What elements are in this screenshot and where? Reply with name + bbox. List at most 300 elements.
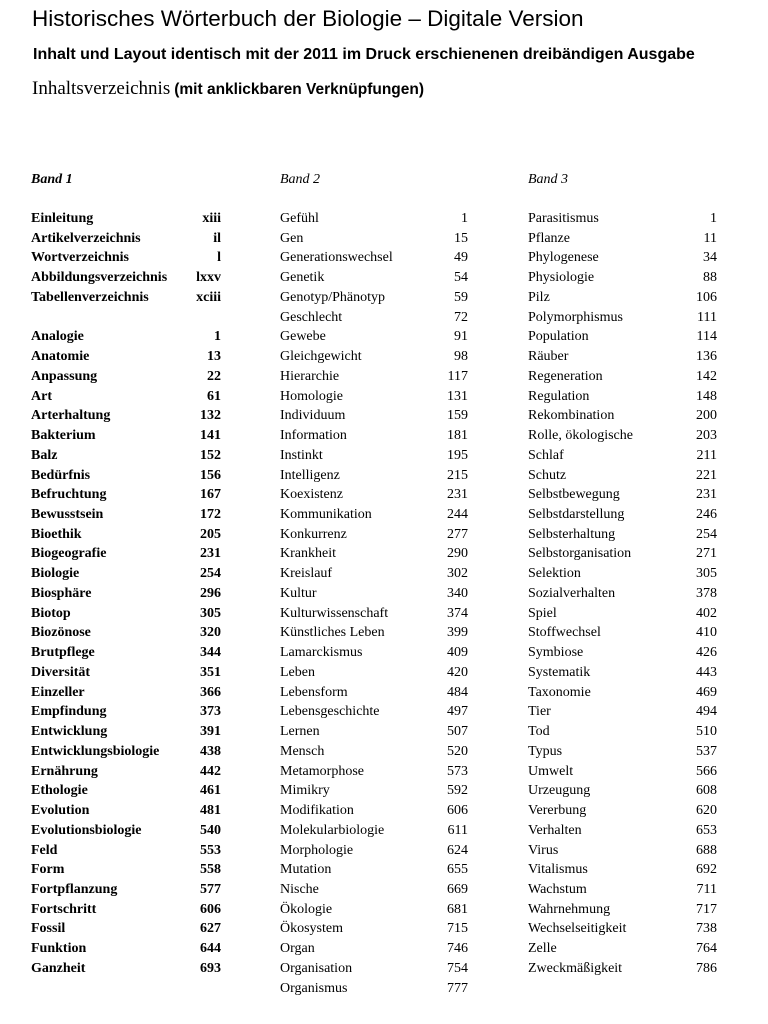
toc-entry-label[interactable]: Genotyp/Phänotyp (280, 289, 385, 305)
toc-front-matter-entry[interactable] (31, 229, 221, 249)
toc-entry-label[interactable]: Stoffwechsel (528, 625, 601, 641)
toc-entry[interactable] (31, 643, 221, 663)
toc-entry[interactable] (528, 781, 717, 801)
toc-entry[interactable] (280, 525, 468, 545)
toc-entry-label[interactable]: Hierarchie (280, 368, 340, 384)
toc-entry-page[interactable]: 302 (447, 566, 468, 582)
toc-entry[interactable] (280, 485, 468, 505)
toc-entry[interactable] (528, 900, 717, 920)
toc-entry-label[interactable]: Wahrnehmung (528, 901, 611, 917)
toc-entry-page[interactable]: 608 (696, 783, 717, 799)
toc-entry-page[interactable]: 644 (200, 941, 221, 957)
toc-entry-page[interactable]: 507 (447, 724, 468, 740)
toc-entry-label[interactable]: Fossil (31, 921, 66, 937)
toc-entry[interactable] (31, 821, 221, 841)
toc-entry-page[interactable]: 426 (696, 645, 717, 661)
toc-entry-label[interactable]: Systematik (528, 664, 591, 680)
toc-entry-label[interactable]: Population (528, 329, 589, 345)
toc-entry[interactable] (528, 564, 717, 584)
toc-entry[interactable] (528, 841, 717, 861)
toc-entry[interactable] (31, 466, 221, 486)
toc-entry-label[interactable]: Ethologie (31, 783, 88, 799)
toc-entry[interactable] (31, 564, 221, 584)
toc-entry-page[interactable]: 764 (696, 941, 717, 957)
toc-entry-page[interactable]: 391 (200, 724, 221, 740)
toc-entry-label[interactable]: Nische (280, 881, 319, 897)
toc-entry-label[interactable]: Intelligenz (280, 467, 340, 483)
toc-entry-page[interactable]: 653 (696, 822, 717, 838)
toc-entry[interactable] (31, 426, 221, 446)
toc-entry[interactable] (528, 426, 717, 446)
toc-entry[interactable] (280, 821, 468, 841)
toc-entry-label[interactable]: Kommunikation (280, 507, 372, 523)
toc-entry-label[interactable]: Lebensform (280, 684, 348, 700)
toc-entry[interactable] (31, 702, 221, 722)
toc-entry-label[interactable]: Gewebe (280, 329, 326, 345)
toc-entry-label[interactable]: Abbildungsverzeichnis (31, 270, 168, 286)
toc-entry-page[interactable]: 211 (696, 447, 717, 463)
toc-entry-page[interactable]: 181 (447, 428, 468, 444)
toc-entry-page[interactable]: 606 (447, 803, 468, 819)
toc-entry[interactable] (280, 919, 468, 939)
toc-entry-page[interactable]: 148 (696, 388, 717, 404)
toc-entry-page[interactable]: 443 (696, 664, 717, 680)
toc-entry-page[interactable]: 106 (696, 289, 717, 305)
toc-entry-page[interactable]: 520 (447, 743, 468, 759)
toc-entry-page[interactable]: 573 (447, 763, 468, 779)
toc-entry-page[interactable]: 34 (703, 250, 717, 266)
toc-entry[interactable] (280, 466, 468, 486)
toc-entry[interactable] (31, 525, 221, 545)
toc-entry-label[interactable]: Sozialverhalten (528, 585, 616, 601)
toc-entry[interactable] (31, 959, 221, 979)
toc-entry[interactable] (31, 683, 221, 703)
toc-entry-label[interactable]: Ganzheit (31, 960, 86, 976)
toc-entry-label[interactable]: Tod (528, 724, 550, 740)
toc-entry-page[interactable]: 54 (454, 270, 468, 286)
toc-entry-label[interactable]: Schlaf (528, 447, 564, 463)
toc-entry[interactable] (528, 584, 717, 604)
toc-entry-page[interactable]: 627 (200, 921, 221, 937)
toc-entry[interactable] (528, 466, 717, 486)
toc-entry[interactable] (528, 683, 717, 703)
toc-entry-label[interactable]: Instinkt (280, 447, 323, 463)
toc-entry-label[interactable]: Rekombination (528, 408, 615, 424)
toc-entry-page[interactable]: 1 (461, 211, 468, 226)
toc-entry-label[interactable]: Analogie (31, 329, 84, 345)
toc-entry[interactable] (31, 623, 221, 643)
toc-entry-label[interactable]: Konkurrenz (280, 526, 347, 542)
toc-entry-page[interactable]: 481 (200, 803, 221, 819)
toc-entry-label[interactable]: Anpassung (31, 368, 98, 384)
toc-entry-label[interactable]: Feld (31, 842, 58, 858)
toc-entry[interactable] (528, 762, 717, 782)
toc-entry-page[interactable]: 717 (696, 901, 717, 917)
toc-entry[interactable] (528, 860, 717, 880)
toc-entry-label[interactable]: Organisation (280, 960, 353, 976)
toc-entry-page[interactable]: 620 (696, 803, 717, 819)
toc-entry-label[interactable]: Selbstorganisation (528, 546, 632, 562)
toc-entry-page[interactable]: 305 (200, 605, 221, 621)
toc-entry-page[interactable]: 49 (454, 250, 468, 266)
toc-entry[interactable] (528, 959, 717, 979)
toc-entry-page[interactable]: 351 (200, 664, 221, 680)
toc-entry-page[interactable]: 320 (200, 625, 221, 641)
toc-entry[interactable] (528, 485, 717, 505)
toc-entry-page[interactable]: 271 (696, 546, 717, 562)
toc-entry[interactable] (528, 288, 717, 308)
toc-entry[interactable] (280, 683, 468, 703)
toc-entry-label[interactable]: Einleitung (31, 211, 94, 226)
toc-entry-label[interactable]: Gen (280, 230, 304, 246)
toc-entry-page[interactable]: 494 (696, 704, 717, 720)
toc-entry-label[interactable]: Spiel (528, 605, 557, 621)
toc-entry[interactable] (528, 248, 717, 268)
toc-entry[interactable] (280, 663, 468, 683)
toc-entry-label[interactable]: Physiologie (528, 270, 595, 286)
toc-entry-label[interactable]: Gefühl (280, 211, 319, 226)
toc-entry-label[interactable]: Mensch (280, 743, 325, 759)
toc-entry-page[interactable]: 340 (447, 585, 468, 601)
toc-entry-label[interactable]: Bakterium (31, 428, 96, 444)
toc-entry[interactable] (528, 544, 717, 564)
toc-entry-page[interactable]: 98 (454, 349, 468, 365)
toc-entry-page[interactable]: 136 (696, 349, 717, 365)
toc-entry[interactable] (280, 900, 468, 920)
toc-entry-page[interactable]: 111 (697, 309, 717, 325)
toc-entry-label[interactable]: Tier (528, 704, 551, 720)
toc-entry-page[interactable]: 277 (447, 526, 468, 542)
toc-entry[interactable] (31, 604, 221, 624)
toc-entry-label[interactable]: Phylogenese (528, 250, 599, 266)
toc-entry-page[interactable]: 254 (696, 526, 717, 542)
toc-entry-label[interactable]: Metamorphose (280, 763, 364, 779)
toc-entry-label[interactable]: Entwicklung (31, 724, 108, 740)
toc-entry-label[interactable]: Ökosystem (280, 921, 343, 937)
toc-entry-page[interactable]: 669 (447, 881, 468, 897)
toc-entry[interactable] (280, 762, 468, 782)
toc-entry[interactable] (31, 781, 221, 801)
toc-entry-label[interactable]: Kulturwissenschaft (280, 605, 389, 621)
toc-entry-label[interactable]: Funktion (31, 941, 87, 957)
toc-entry[interactable] (31, 327, 221, 347)
toc-entry-label[interactable]: Krankheit (280, 546, 336, 562)
toc-entry-page[interactable]: 159 (447, 408, 468, 424)
toc-entry-page[interactable]: 746 (447, 941, 468, 957)
toc-entry-label[interactable]: Empfindung (31, 704, 107, 720)
toc-entry-label[interactable]: Pilz (528, 289, 550, 305)
toc-entry-label[interactable]: Entwicklungsbiologie (31, 743, 160, 759)
toc-entry-label[interactable]: Fortschritt (31, 901, 97, 917)
toc-entry[interactable] (280, 288, 468, 308)
toc-entry-label[interactable]: Polymorphismus (528, 309, 623, 325)
toc-entry-label[interactable]: Balz (31, 447, 58, 463)
toc-entry-page[interactable]: 409 (447, 645, 468, 661)
toc-entry-label[interactable]: Selbstbewegung (528, 487, 620, 503)
toc-entry-label[interactable]: Befruchtung (31, 487, 107, 503)
toc-entry-label[interactable]: Wechselseitigkeit (528, 921, 627, 937)
toc-entry[interactable] (280, 327, 468, 347)
toc-entry-page[interactable]: 221 (696, 467, 717, 483)
toc-entry[interactable] (528, 268, 717, 288)
toc-entry-page[interactable]: 611 (447, 822, 468, 838)
toc-entry-label[interactable]: Leben (280, 664, 315, 680)
toc-entry-page[interactable]: 11 (703, 230, 717, 246)
toc-entry-page[interactable]: 91 (454, 329, 468, 345)
toc-entry[interactable] (528, 327, 717, 347)
toc-entry[interactable] (280, 801, 468, 821)
toc-entry-page[interactable]: 366 (200, 684, 221, 700)
toc-entry-page[interactable]: 461 (200, 783, 221, 799)
toc-entry-label[interactable]: Evolution (31, 803, 90, 819)
toc-entry[interactable] (280, 584, 468, 604)
toc-entry-label[interactable]: Wachstum (528, 881, 587, 897)
toc-entry[interactable] (31, 722, 221, 742)
toc-entry-label[interactable]: Tabellenverzeichnis (31, 289, 149, 305)
toc-entry[interactable] (528, 742, 717, 762)
toc-entry-page[interactable]: 231 (696, 487, 717, 503)
toc-front-matter-entry[interactable] (31, 268, 221, 288)
toc-entry-label[interactable]: Diversität (31, 664, 91, 680)
toc-entry-page[interactable]: 172 (200, 507, 221, 523)
toc-entry-label[interactable]: Räuber (528, 349, 569, 365)
toc-entry[interactable] (280, 623, 468, 643)
toc-entry-label[interactable]: Rolle, ökologische (528, 428, 633, 444)
toc-entry-page[interactable]: 142 (696, 368, 717, 384)
toc-entry-label[interactable]: Mimikry (280, 783, 330, 799)
toc-entry-page[interactable]: 132 (200, 408, 221, 424)
toc-entry-label[interactable]: Lamarckismus (280, 645, 363, 661)
toc-entry[interactable] (31, 801, 221, 821)
toc-entry-page[interactable]: 231 (200, 546, 221, 562)
toc-entry[interactable] (280, 880, 468, 900)
toc-entry-label[interactable]: Selektion (528, 566, 581, 582)
toc-entry[interactable] (31, 406, 221, 426)
toc-entry[interactable] (528, 663, 717, 683)
toc-entry-page[interactable]: 692 (696, 862, 717, 878)
toc-entry-label[interactable]: Modifikation (280, 803, 354, 819)
toc-entry-page[interactable]: 13 (207, 349, 221, 365)
toc-entry-label[interactable]: Arterhaltung (31, 408, 111, 424)
toc-entry-page[interactable]: 195 (447, 447, 468, 463)
toc-entry-label[interactable]: Form (31, 862, 65, 878)
toc-entry-label[interactable]: Organismus (280, 980, 348, 996)
toc-entry-page[interactable]: 203 (696, 428, 717, 444)
toc-entry[interactable] (280, 367, 468, 387)
toc-entry-page[interactable]: 59 (454, 289, 468, 305)
toc-entry[interactable] (280, 406, 468, 426)
toc-entry[interactable] (31, 880, 221, 900)
toc-entry[interactable] (528, 525, 717, 545)
toc-entry-page[interactable]: xciii (196, 289, 221, 305)
toc-entry[interactable] (280, 702, 468, 722)
toc-entry-page[interactable]: 296 (200, 585, 221, 601)
toc-entry[interactable] (528, 347, 717, 367)
toc-entry-page[interactable]: 215 (447, 467, 468, 483)
toc-entry-label[interactable]: Homologie (280, 388, 343, 404)
toc-entry[interactable] (31, 544, 221, 564)
toc-entry-label[interactable]: Zelle (528, 941, 557, 957)
toc-entry-page[interactable]: 117 (447, 368, 468, 384)
toc-entry-page[interactable]: 200 (696, 408, 717, 424)
toc-front-matter-entry[interactable] (31, 209, 221, 229)
toc-entry-label[interactable]: Biologie (31, 566, 80, 582)
toc-entry[interactable] (280, 742, 468, 762)
toc-entry[interactable] (280, 841, 468, 861)
toc-entry-label[interactable]: Einzeller (31, 684, 85, 700)
toc-entry[interactable] (280, 308, 468, 328)
toc-entry-label[interactable]: Taxonomie (528, 684, 591, 700)
toc-entry[interactable] (280, 347, 468, 367)
toc-entry-page[interactable]: il (213, 230, 221, 246)
toc-entry-label[interactable]: Lebensgeschichte (280, 704, 380, 720)
toc-entry-label[interactable]: Anatomie (31, 349, 90, 365)
toc-entry[interactable] (528, 801, 717, 821)
toc-entry[interactable] (280, 426, 468, 446)
toc-entry[interactable] (280, 860, 468, 880)
toc-entry-page[interactable]: 410 (696, 625, 717, 641)
toc-entry[interactable] (31, 446, 221, 466)
toc-entry-page[interactable]: 373 (200, 704, 221, 720)
toc-entry[interactable] (528, 643, 717, 663)
toc-entry[interactable] (31, 584, 221, 604)
toc-entry[interactable] (31, 347, 221, 367)
toc-entry-page[interactable]: 540 (200, 822, 221, 838)
toc-entry-label[interactable]: Information (280, 428, 347, 444)
toc-entry-page[interactable]: 374 (447, 605, 468, 621)
toc-entry-label[interactable]: Vererbung (528, 803, 587, 819)
toc-entry-label[interactable]: Molekularbiologie (280, 822, 385, 838)
toc-entry[interactable] (31, 367, 221, 387)
toc-entry-page[interactable]: 777 (447, 980, 468, 996)
toc-entry-label[interactable]: Bedürfnis (31, 467, 91, 483)
toc-entry[interactable] (528, 308, 717, 328)
toc-entry-page[interactable]: 497 (447, 704, 468, 720)
toc-entry-label[interactable]: Brutpflege (31, 645, 95, 661)
toc-entry-label[interactable]: Symbiose (528, 645, 584, 661)
toc-entry-label[interactable]: Ökologie (280, 901, 333, 917)
toc-entry[interactable] (280, 387, 468, 407)
toc-entry-page[interactable]: 72 (454, 309, 468, 325)
toc-entry-page[interactable]: 577 (200, 881, 221, 897)
toc-entry-label[interactable]: Biotop (31, 605, 71, 621)
toc-entry-page[interactable]: 152 (200, 447, 221, 463)
toc-entry[interactable] (31, 860, 221, 880)
toc-entry-label[interactable]: Koexistenz (280, 487, 343, 503)
toc-entry-label[interactable]: Lernen (280, 724, 320, 740)
toc-entry-page[interactable]: 141 (200, 428, 221, 444)
toc-entry-page[interactable]: 131 (447, 388, 468, 404)
toc-entry[interactable] (280, 209, 468, 229)
toc-entry-page[interactable]: 688 (696, 842, 717, 858)
toc-entry[interactable] (528, 209, 717, 229)
toc-entry[interactable] (528, 623, 717, 643)
toc-entry[interactable] (528, 387, 717, 407)
toc-entry-page[interactable]: 205 (200, 526, 221, 542)
toc-entry-label[interactable]: Regulation (528, 388, 590, 404)
toc-entry-label[interactable]: Ernährung (31, 763, 98, 779)
toc-entry-label[interactable]: Biogeografie (31, 546, 107, 562)
toc-entry[interactable] (528, 229, 717, 249)
toc-front-matter-entry[interactable] (31, 288, 221, 308)
toc-entry-label[interactable]: Genetik (280, 270, 325, 286)
toc-entry-label[interactable]: Wortverzeichnis (31, 250, 129, 266)
toc-entry[interactable] (280, 446, 468, 466)
toc-entry-label[interactable]: Pflanze (528, 230, 570, 246)
toc-entry-label[interactable]: Biosphäre (31, 585, 92, 601)
toc-entry-page[interactable]: 402 (696, 605, 717, 621)
toc-entry-page[interactable]: 254 (200, 566, 221, 582)
toc-entry-page[interactable]: 681 (447, 901, 468, 917)
toc-entry[interactable] (280, 604, 468, 624)
toc-entry[interactable] (31, 485, 221, 505)
toc-entry[interactable] (31, 939, 221, 959)
toc-entry[interactable] (280, 979, 468, 999)
toc-entry-page[interactable]: 553 (200, 842, 221, 858)
toc-entry[interactable] (31, 742, 221, 762)
toc-entry-label[interactable]: Bewusstsein (31, 507, 104, 523)
toc-entry-label[interactable]: Virus (528, 842, 559, 858)
toc-entry-page[interactable]: 231 (447, 487, 468, 503)
toc-entry[interactable] (528, 367, 717, 387)
toc-entry[interactable] (280, 939, 468, 959)
toc-entry-page[interactable]: 469 (696, 684, 717, 700)
toc-entry-page[interactable]: 693 (200, 960, 221, 976)
toc-entry-label[interactable]: Regeneration (528, 368, 603, 384)
toc-entry-page[interactable]: 167 (200, 487, 221, 503)
toc-entry-page[interactable]: 399 (447, 625, 468, 641)
toc-entry-page[interactable]: 655 (447, 862, 468, 878)
toc-entry[interactable] (280, 544, 468, 564)
toc-entry-page[interactable]: 246 (696, 507, 717, 523)
toc-entry-page[interactable]: xiii (202, 211, 221, 226)
toc-entry-label[interactable]: Artikelverzeichnis (31, 230, 141, 246)
toc-entry-label[interactable]: Typus (528, 743, 563, 759)
toc-entry[interactable] (31, 505, 221, 525)
toc-entry-page[interactable]: 290 (447, 546, 468, 562)
toc-entry[interactable] (528, 821, 717, 841)
toc-entry[interactable] (280, 959, 468, 979)
toc-entry[interactable] (528, 702, 717, 722)
toc-entry[interactable] (31, 663, 221, 683)
toc-entry-page[interactable]: 711 (696, 881, 717, 897)
toc-entry-page[interactable]: 15 (454, 230, 468, 246)
toc-entry[interactable] (528, 505, 717, 525)
toc-entry[interactable] (528, 406, 717, 426)
toc-entry[interactable] (31, 387, 221, 407)
toc-entry-label[interactable]: Kreislauf (280, 566, 333, 582)
toc-entry[interactable] (528, 939, 717, 959)
toc-entry[interactable] (280, 781, 468, 801)
toc-entry-label[interactable]: Fortpflanzung (31, 881, 118, 897)
toc-entry-page[interactable]: lxxv (196, 270, 221, 286)
toc-entry-label[interactable]: Künstliches Leben (280, 625, 385, 641)
toc-entry-label[interactable]: Morphologie (280, 842, 354, 858)
toc-entry-page[interactable]: 537 (696, 743, 717, 759)
toc-entry-label[interactable]: Bioethik (31, 526, 82, 542)
toc-entry-page[interactable]: 156 (200, 467, 221, 483)
toc-entry-label[interactable]: Individuum (280, 408, 346, 424)
toc-entry-label[interactable]: Kultur (280, 585, 317, 601)
toc-entry-label[interactable]: Geschlecht (280, 309, 343, 325)
toc-front-matter-entry[interactable] (31, 248, 221, 268)
toc-entry-page[interactable]: 566 (696, 763, 717, 779)
toc-entry-label[interactable]: Mutation (280, 862, 332, 878)
toc-entry-page[interactable]: 786 (696, 960, 717, 976)
toc-entry[interactable] (280, 505, 468, 525)
toc-entry-label[interactable]: Selbsterhaltung (528, 526, 616, 542)
toc-entry[interactable] (280, 248, 468, 268)
